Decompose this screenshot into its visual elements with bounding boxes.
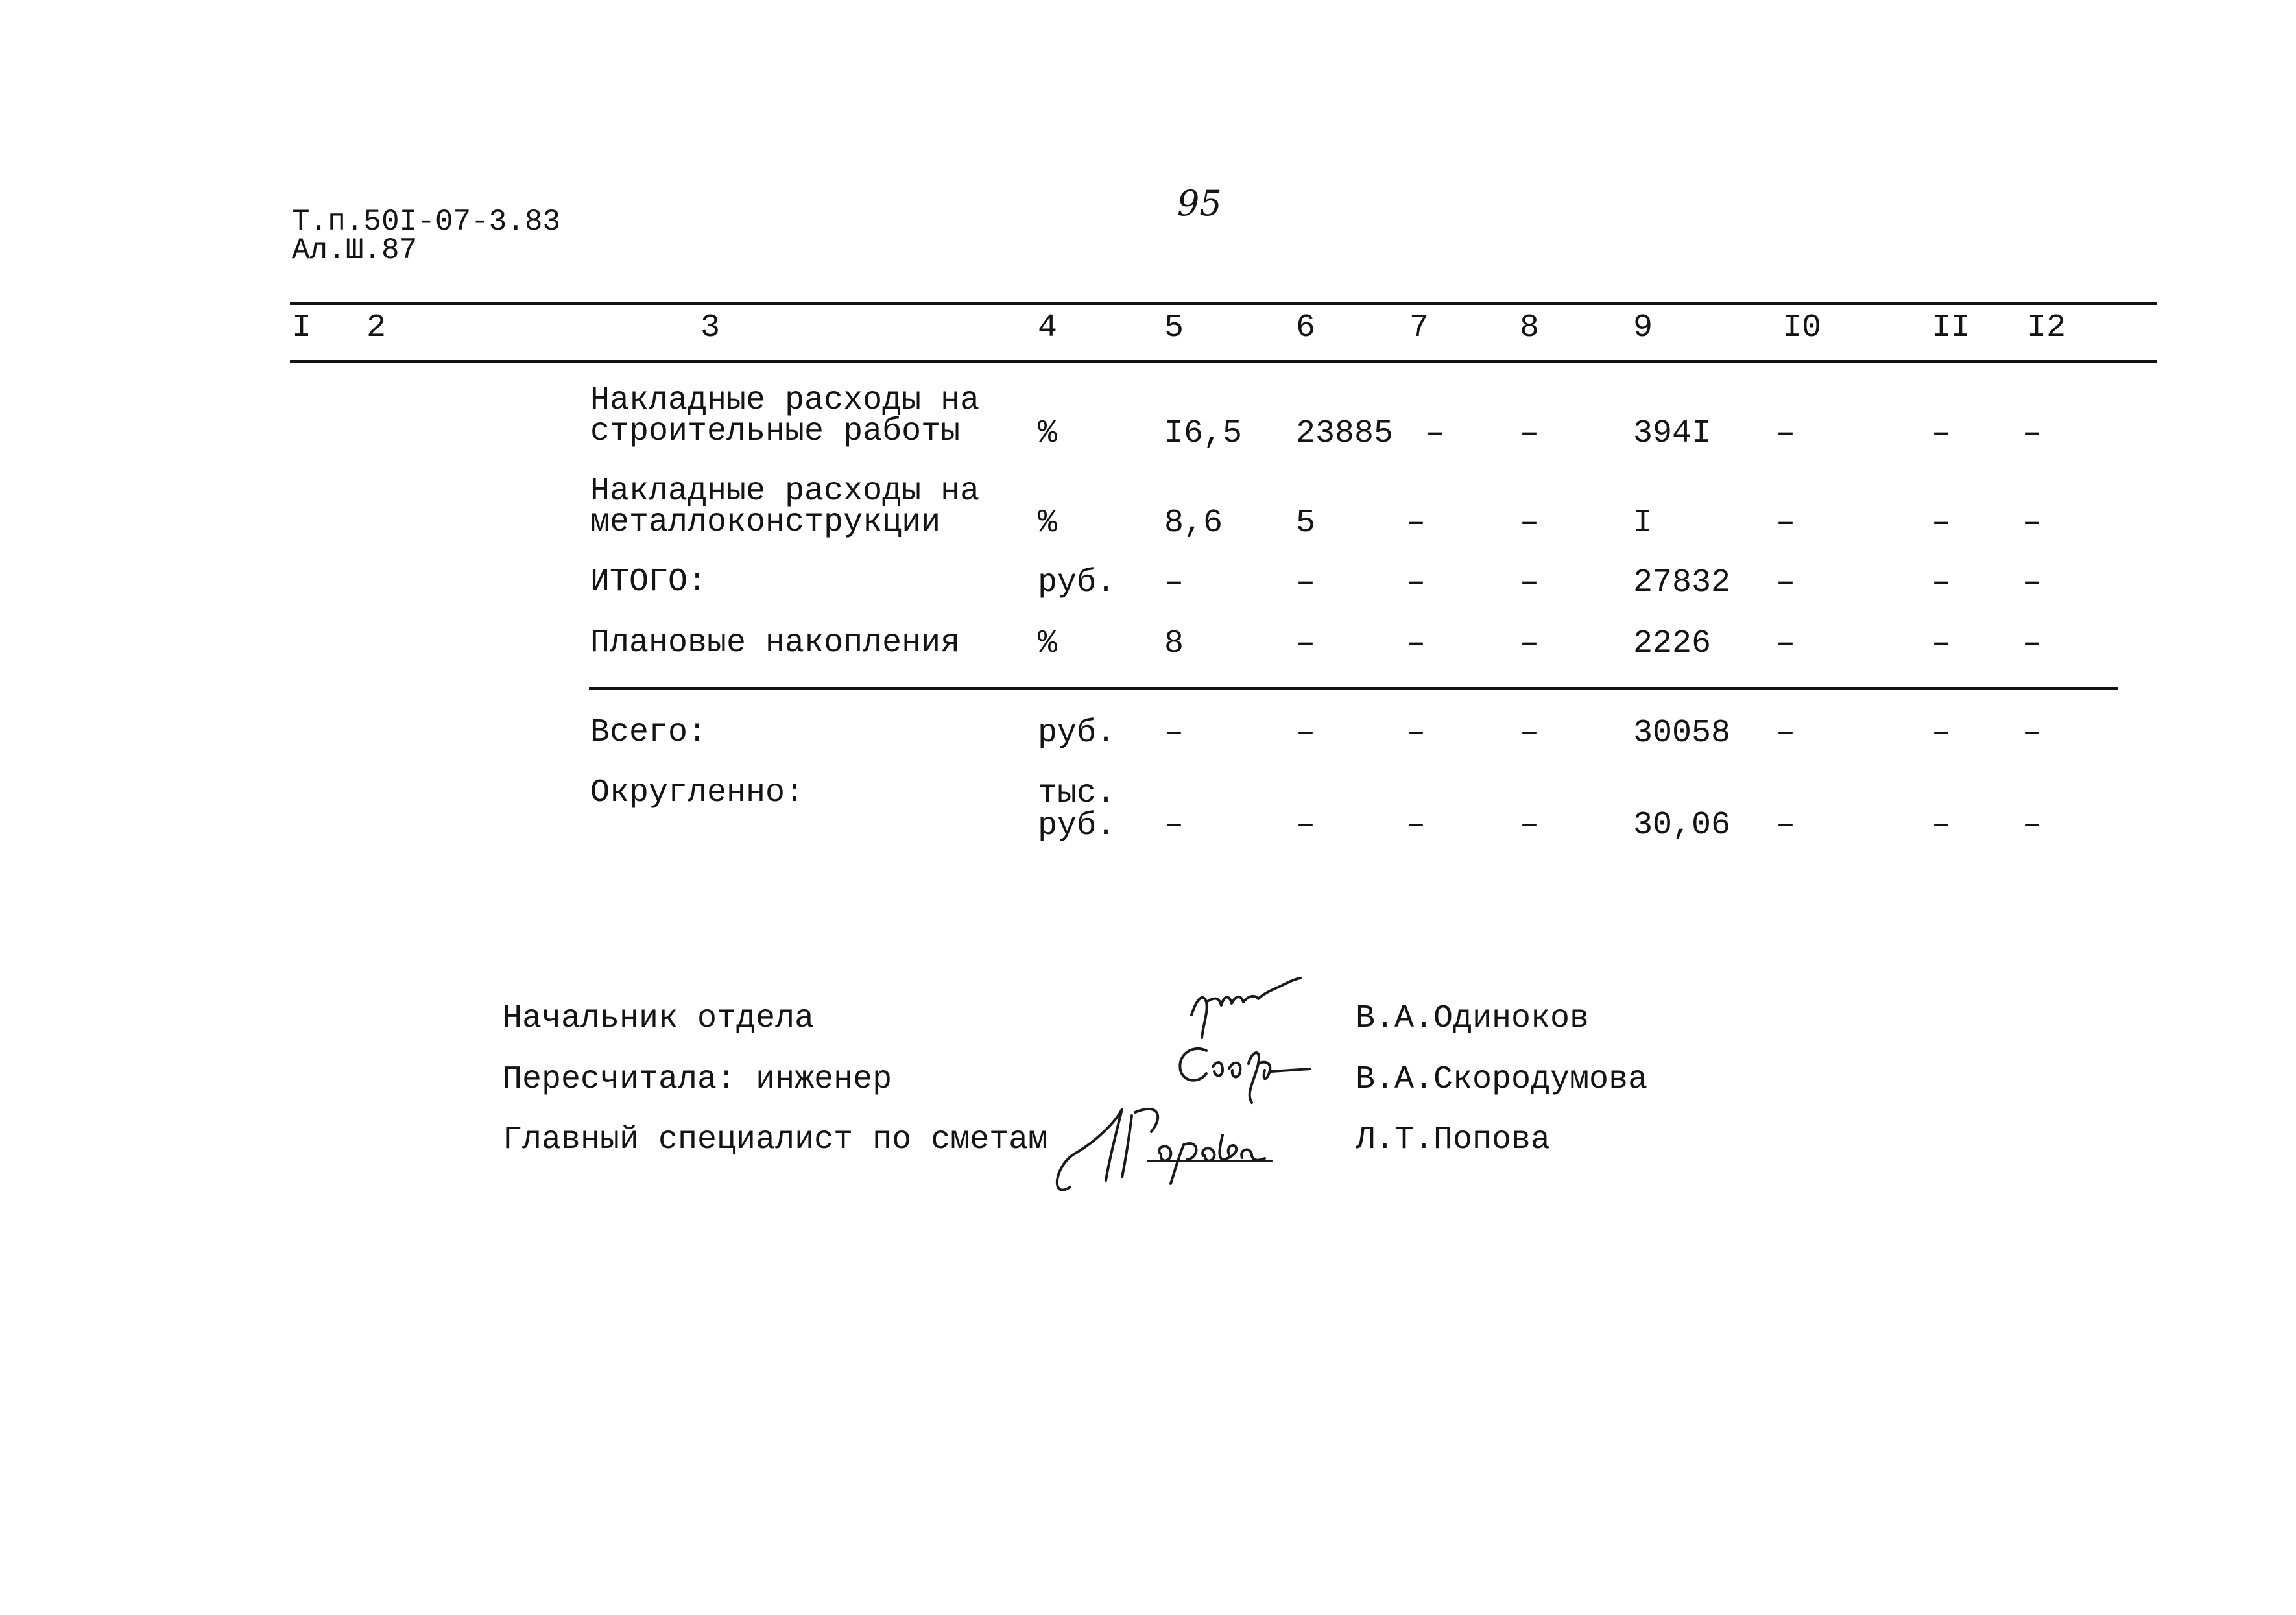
row-description: Плановые накопления [590, 625, 961, 662]
value-cell: I6,5 [1164, 415, 1243, 452]
value-cell: – [2022, 625, 2042, 662]
value-cell: I [1633, 505, 1653, 542]
value-cell: – [1164, 807, 1184, 844]
signature-role: Пересчитала: инженер [503, 1061, 892, 1098]
value-cell: 27832 [1633, 564, 1731, 601]
unit-cell: руб. [1038, 564, 1116, 601]
value-cell: – [1931, 807, 1952, 844]
unit-cell: % [1038, 505, 1058, 542]
column-header: I0 [1782, 309, 1822, 346]
value-cell: – [1931, 505, 1952, 542]
column-header: 5 [1164, 309, 1184, 346]
unit-cell: руб. [1038, 715, 1116, 752]
value-cell: – [1296, 807, 1316, 844]
row-description: Всего: [590, 714, 708, 751]
value-cell: – [1406, 564, 1426, 601]
value-cell: – [1520, 564, 1540, 601]
value-cell: – [2022, 415, 2042, 452]
column-header: 6 [1296, 309, 1316, 346]
value-cell: 2226 [1633, 625, 1712, 662]
value-cell: – [1520, 807, 1540, 844]
value-cell: 5 [1296, 505, 1316, 542]
row-description: ИТОГО: [590, 564, 708, 601]
row-description: Округленно: [590, 774, 805, 811]
unit-cell: % [1038, 415, 1058, 452]
album-sheet: Ал.Ш.87 [292, 233, 418, 267]
value-cell: – [2022, 715, 2042, 752]
row-description: Накладные расходы на металлоконструкции [590, 473, 980, 541]
value-cell: – [1520, 625, 1540, 662]
value-cell: – [1776, 715, 1796, 752]
value-cell: – [1296, 564, 1316, 601]
value-cell: – [1520, 715, 1540, 752]
value-cell: – [1406, 505, 1426, 542]
column-header: 8 [1520, 309, 1540, 346]
value-cell: – [1520, 505, 1540, 542]
column-header: 7 [1409, 309, 1429, 346]
value-cell: – [1406, 807, 1426, 844]
signatory-name: В.А.Одиноков [1356, 1000, 1590, 1037]
value-cell: – [1406, 715, 1426, 752]
column-header: 4 [1038, 309, 1058, 346]
value-cell: – [1164, 564, 1184, 601]
value-cell: – [1931, 625, 1952, 662]
value-cell: 8,6 [1164, 505, 1223, 542]
value-cell: 394I [1633, 415, 1712, 452]
unit-cell: тыс. руб. [1038, 775, 1116, 844]
signature-role: Начальник отдела [503, 1000, 815, 1037]
unit-cell: % [1038, 625, 1058, 662]
value-cell: – [1776, 564, 1796, 601]
column-header: I [292, 309, 312, 346]
value-cell: – [1426, 415, 1446, 452]
signature-role: Главный специалист по сметам [503, 1121, 1048, 1158]
row-description: Накладные расходы на строительные работы [590, 382, 980, 450]
column-header: II [1931, 309, 1971, 346]
value-cell: – [1520, 415, 1540, 452]
value-cell: 30058 [1633, 715, 1731, 752]
value-cell: – [1296, 715, 1316, 752]
value-cell: – [2022, 564, 2042, 601]
column-header: 3 [700, 309, 721, 346]
page-number: 95 [1177, 183, 1222, 224]
value-cell: – [2022, 505, 2042, 542]
column-header: I2 [2027, 309, 2066, 346]
document-code: Т.п.50I-07-3.83 [292, 205, 561, 239]
value-cell: 23885 [1296, 415, 1394, 452]
column-header: 2 [366, 309, 387, 346]
value-cell: – [1776, 415, 1796, 452]
value-cell: – [1406, 625, 1426, 662]
table-header-rule [290, 360, 2157, 363]
subtotal-rule [589, 687, 2118, 690]
value-cell: – [1776, 505, 1796, 542]
value-cell: – [1296, 625, 1316, 662]
value-cell: – [1931, 415, 1952, 452]
signatory-name: В.А.Скородумова [1356, 1061, 1648, 1098]
value-cell: – [1931, 564, 1952, 601]
value-cell: – [1776, 807, 1796, 844]
value-cell: 30,06 [1633, 807, 1731, 844]
value-cell: – [1164, 715, 1184, 752]
value-cell: – [1931, 715, 1952, 752]
column-header: 9 [1633, 309, 1653, 346]
value-cell: 8 [1164, 625, 1184, 662]
value-cell: – [1776, 625, 1796, 662]
value-cell: – [2022, 807, 2042, 844]
signatory-name: Л.Т.Попова [1356, 1121, 1551, 1158]
handwritten-signature [1044, 1096, 1304, 1206]
table-top-rule [290, 302, 2157, 305]
